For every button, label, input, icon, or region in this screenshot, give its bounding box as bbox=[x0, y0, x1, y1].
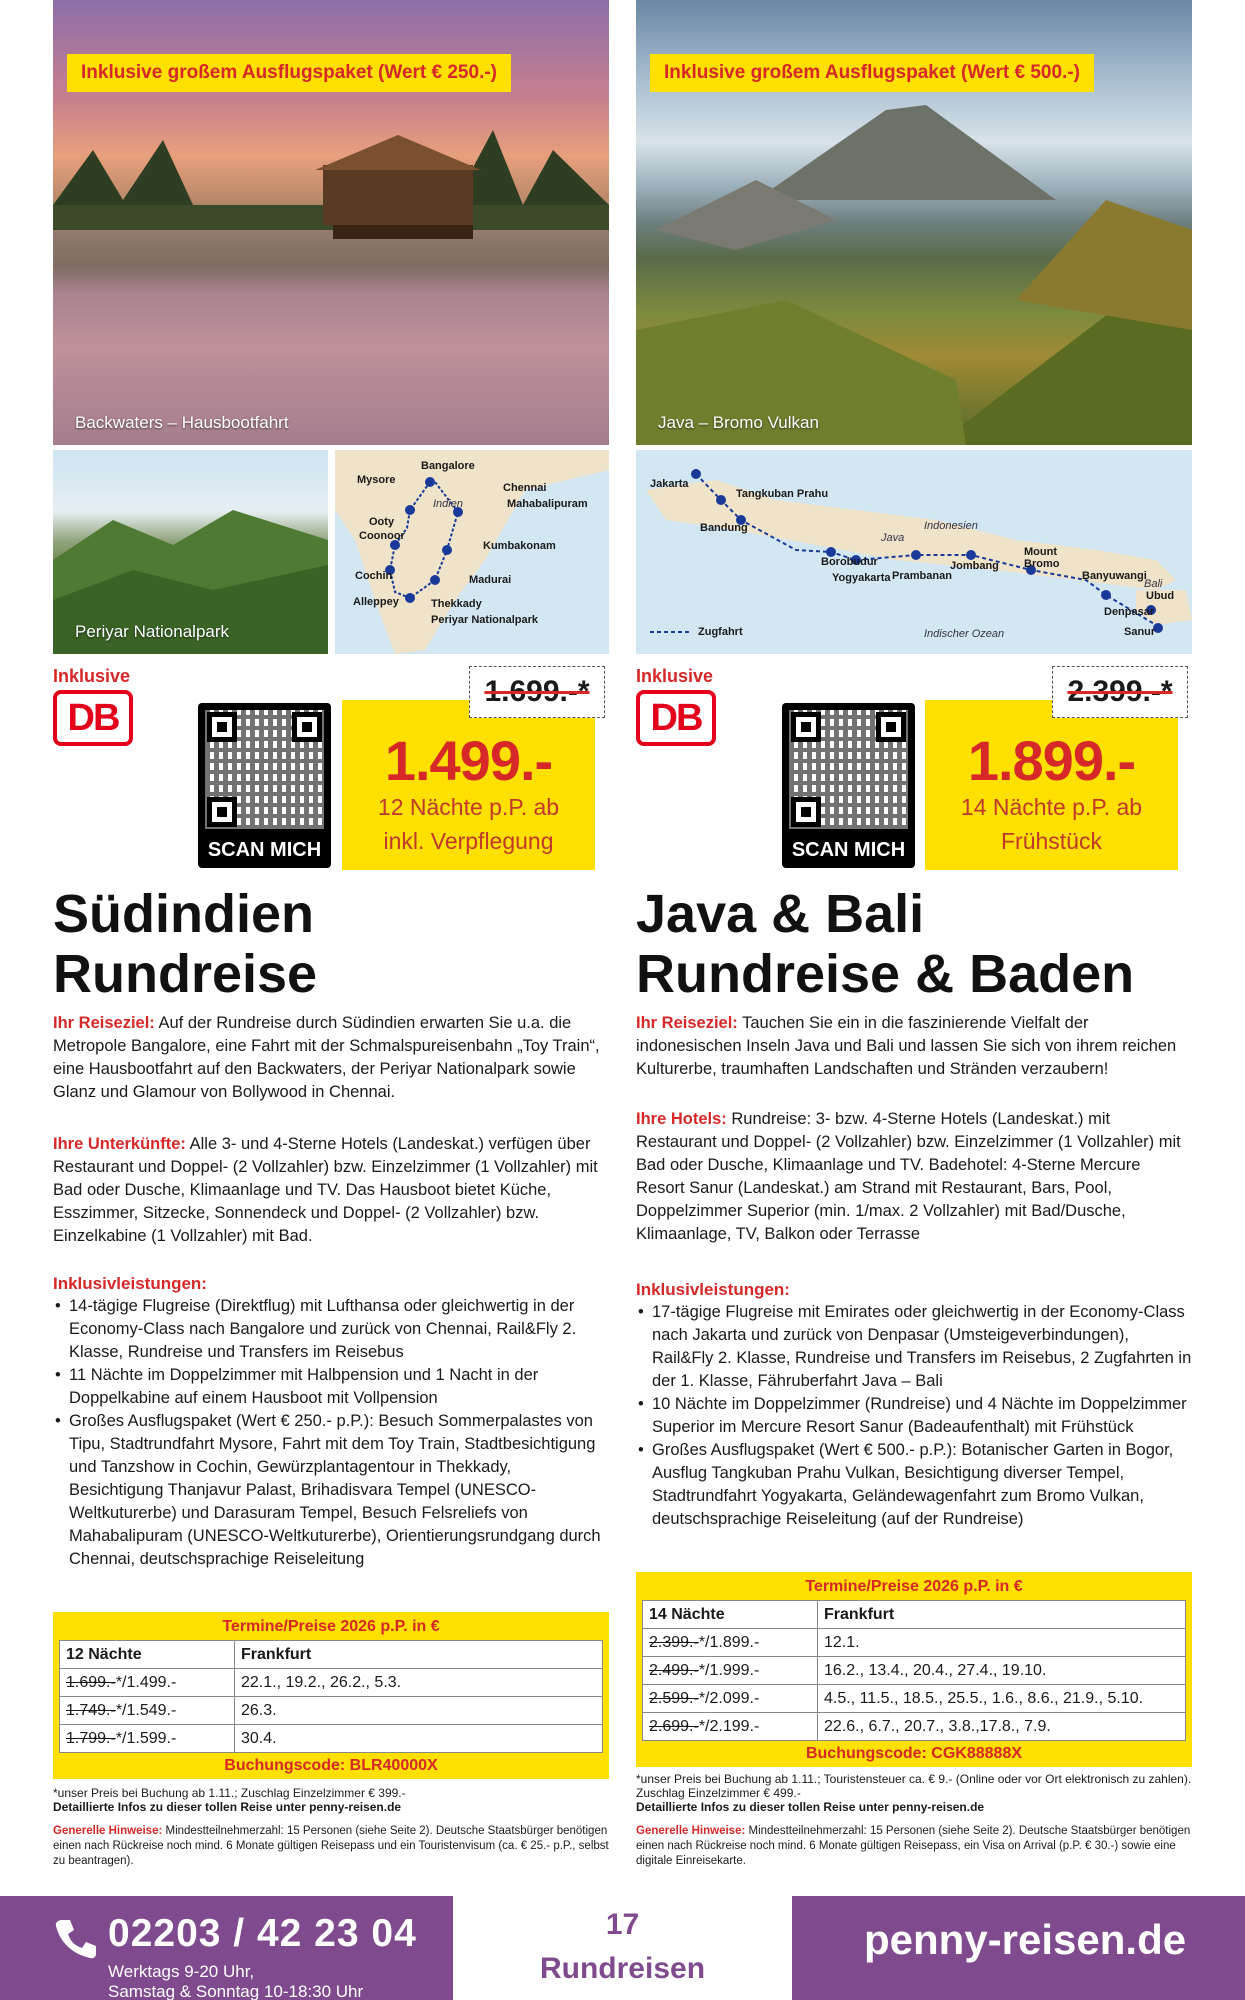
map-place: Mount Bromo bbox=[1024, 546, 1060, 570]
booking-code: Buchungscode: BLR40000X bbox=[224, 1757, 438, 1774]
map-place: Periyar Nationalpark bbox=[431, 614, 538, 626]
price-box bbox=[925, 700, 1178, 870]
old-price: 1.699.-* bbox=[469, 666, 605, 718]
inclusions-heading: Inklusivleistungen: bbox=[53, 1274, 207, 1293]
photo-caption: Java – Bromo Vulkan bbox=[658, 413, 819, 432]
map-place: Java bbox=[881, 532, 905, 544]
price-board: Frühstück bbox=[1001, 828, 1102, 854]
table-row: 1.749.-*/1.549.- 26.3. bbox=[60, 1697, 603, 1725]
map-ocean: Indischer Ozean bbox=[924, 628, 1005, 640]
qr-code[interactable] bbox=[198, 703, 331, 868]
section-name: Rundreisen bbox=[539, 1952, 706, 1985]
phone-number[interactable]: 02203 / 42 23 04 bbox=[108, 1912, 417, 1955]
map-place: Thekkady bbox=[431, 598, 482, 610]
route-map-java-bali bbox=[636, 450, 1192, 654]
offer-title: Südindien Rundreise bbox=[53, 884, 318, 1004]
photo-caption: Periyar Nationalpark bbox=[75, 622, 230, 641]
map-place: Madurai bbox=[469, 574, 512, 586]
list-item: • 11 Nächte im Doppelzimmer mit Halbpension und 1 Nacht in der Doppelkabine auf einem Hausboot mit Vollpension bbox=[53, 1364, 609, 1410]
map-place: Bandung bbox=[700, 522, 748, 534]
excursion-badge: Inklusive großem Ausflugspaket (Wert € 500.-) bbox=[650, 54, 1094, 92]
dates-table: Termine/Preise 2026 p.P. in € 14 Nächte Frankfurt 2.399.-*/1.899.- 12.1. 2.499.-*/1.999.- 16.2., 13.4., 20.4., 27.4., 19.10. 2.599.-*/2.099.- 4.5., 11.5., 18.5., 25.5., 1.6., 8.6., 21.9., 5.10. 2.699.-*/2.199.- 22.6., 6.7., 20.7., 3.8.,17.8., 7.9. Buchungscode: CGK88888X bbox=[636, 1572, 1192, 1767]
price: 1.899.- bbox=[967, 729, 1136, 792]
qr-code[interactable] bbox=[782, 703, 915, 868]
hotels-paragraph: Ihre Hotels: Rundreise: 3- bzw. 4-Sterne Hotels (Landeskat.) mit Restaurant und Doppel- (2 Vollzahler) bzw. Einzelzimmer (1 Vollzahler) mit Bad oder Dusche, Klimaanlage und TV. Badehotel: 4-Sterne Mercure Resort Sanur (Landeskat.) am Strand mit Restaurant, Bars, Pool, Doppelzimmer Superior (min. 1/max. 2 Vollzahler) mit Bad/Dusche, Klimaanlage, TV, Balkon oder Terrasse bbox=[636, 1110, 1181, 1243]
map-place: Cochin bbox=[355, 570, 393, 582]
map-place: Tangkuban Prahu bbox=[736, 488, 829, 500]
map-place: Alleppey bbox=[353, 596, 399, 608]
table-title: Termine/Preise 2026 p.P. in € bbox=[805, 1578, 1023, 1595]
inklusive-label: Inklusive bbox=[636, 666, 714, 686]
general-hints: Generelle Hinweise: Mindestteilnehmerzahl: 15 Personen (siehe Seite 2). Deutsche Staatsbürger benötigen einen nach Rückreise noch mind. 6 Monate gültigen Reisepass, ein Visa on Arrival (p.P. € 30.-) sowie eine digitale Einreisekarte. bbox=[636, 1825, 1191, 1867]
table-row: 2.699.-*/2.199.- 22.6., 6.7., 20.7., 3.8.,17.8., 7.9. bbox=[643, 1713, 1186, 1741]
map-place: Bali bbox=[1144, 578, 1163, 590]
table-row: 1.699.-*/1.499.- 22.1., 19.2., 26.2., 5.3. bbox=[60, 1669, 603, 1697]
map-place: Ooty bbox=[369, 516, 395, 528]
list-item: • Großes Ausflugspaket (Wert € 500.- p.P.): Botanischer Garten in Bogor, Ausflug Tangkuban Prahu Vulkan, Besichtigung diverser Tempel, Stadtrundfahrt Yogyakarta, Geländewagenfahrt zum Bromo Vulkan, deutschsprachige Reiseleitung (auf der Rundreise) bbox=[636, 1439, 1192, 1531]
price-nights: 14 Nächte p.P. ab bbox=[960, 794, 1143, 820]
general-hints: Generelle Hinweise: Mindestteilnehmerzahl: 15 Personen (siehe Seite 2). Deutsche Staatsbürger benötigen einen nach Rückreise noch mind. 6 Monate gültigen Reisepass und ein Touristenvisum (ca. € 25.- p.P., selbst zu beantragen). bbox=[53, 1825, 609, 1867]
map-place: Prambanan bbox=[892, 570, 952, 582]
db-logo: DB bbox=[636, 690, 716, 746]
footer-phone-block bbox=[0, 1896, 453, 2000]
map-place: Mahabalipuram bbox=[507, 498, 588, 510]
page-info bbox=[453, 1896, 792, 1986]
reiseziel-paragraph: Ihr Reiseziel: Auf der Rundreise durch Südindien erwarten Sie u.a. die Metropole Bangalore, eine Fahrt mit der Schmalspureisenbahn „Toy Train“, eine Hausbootfahrt auf den Backwaters, der Periyar Nationalpark sowie Glanz und Glamour von Bollywood in Chennai. bbox=[53, 1014, 600, 1101]
hero-photo-bromo bbox=[636, 0, 1192, 445]
qr-label: SCAN MICH bbox=[207, 839, 322, 861]
map-place: Yogyakarta bbox=[832, 572, 891, 584]
map-place: Sanur bbox=[1124, 626, 1156, 638]
map-legend: Zugfahrt bbox=[698, 626, 743, 638]
list-item: • 14-tägige Flugreise (Direktflug) mit Lufthansa oder gleichwertig in der Economy-Class nach Bangalore und zurück von Chennai, Rail&Fly 2. Klasse, Rundreise und Transfers im Reisebus bbox=[53, 1295, 609, 1364]
map-place: Mysore bbox=[357, 474, 396, 486]
reiseziel-paragraph: Ihr Reiseziel: Tauchen Sie ein in die faszinierende Vielfalt der indonesischen Inseln Java und Bali und lassen Sie sich von ihrem reichen Kulturerbe, traumhaften Landschaften und Stränden verzaubern! bbox=[636, 1014, 1177, 1078]
price-board: inkl. Verpflegung bbox=[383, 828, 554, 854]
db-logo: DB bbox=[53, 690, 133, 746]
excursion-badge: Inklusive großem Ausflugspaket (Wert € 250.-) bbox=[67, 54, 511, 92]
map-place: Bangalore bbox=[421, 460, 475, 472]
list-item: • Großes Ausflugspaket (Wert € 250.- p.P.): Besuch Sommerpalastes von Tipu, Stadtrundfahrt Mysore, Fahrt mit dem Toy Train, Stadtbesichtigung und Tanzshow in Cochin, Gewürzplantagentour in Thekkady, Besichtigung Thanjavur Palast, Brihadisvara Tempel (UNESCO-Weltkuturerbe) und Darasuram Tempel, Besuch Felsreliefs von Mahabalipuram (UNESCO-Weltkuturerbe), Orientierungsrundgang durch Chennai, deutschsprachige Reiseleitung bbox=[53, 1410, 609, 1571]
map-place: Indonesien bbox=[924, 520, 978, 532]
map-place: Denpasar bbox=[1104, 606, 1155, 618]
map-place: Banyuwangi bbox=[1082, 570, 1147, 582]
unterkunft-paragraph: Ihre Unterkünfte: Alle 3- und 4-Sterne Hotels (Landeskat.) verfügen über Restaurant und Doppel- (2 Vollzahler) bzw. Einzelzimmer (1 Vollzahler) mit Bad oder Dusche, Klimaanlage und TV. Das Hausboot bietet Küche, Esszimmer, Sitzecke, Sonnendeck und Doppel- (2 Vollzahler) bzw. Einzelkabine (1 Vollzahler) mit Bad. bbox=[53, 1135, 598, 1245]
website-link[interactable]: penny-reisen.de bbox=[864, 1916, 1187, 1963]
price-nights: 12 Nächte p.P. ab bbox=[377, 794, 560, 820]
page-number: 17 bbox=[605, 1908, 640, 1941]
map-place: Jakarta bbox=[650, 478, 689, 490]
footnote: *unser Preis bei Buchung ab 1.11.; Touristensteuer ca. € 9.- (Online oder vor Ort elektronisch zu zahlen). Zuschlag Einzelzimmer € 499.- Detaillierte Infos zu dieser tollen Reise unter penny-reisen.de bbox=[636, 1772, 1192, 1814]
old-price: 2.399.-* bbox=[1052, 666, 1188, 718]
list-item: • 10 Nächte im Doppelzimmer (Rundreise) und 4 Nächte im Doppelzimmer Superior im Mercure Resort Sanur (Badeaufenthalt) mit Frühstück bbox=[636, 1393, 1192, 1439]
dates-table: Termine/Preise 2026 p.P. in € 12 Nächte Frankfurt 1.699.-*/1.499.- 22.1., 19.2., 26.2., 5.3. 1.749.-*/1.549.- 26.3. 1.799.-*/1.599.- 30.4. Buchungscode: BLR40000X bbox=[53, 1612, 609, 1779]
inklusive-label: Inklusive bbox=[53, 666, 131, 686]
inclusions bbox=[636, 1278, 1192, 1531]
footer-url-block bbox=[792, 1896, 1245, 2000]
table-row: 2.499.-*/1.999.- 16.2., 13.4., 20.4., 27.4., 19.10. bbox=[643, 1657, 1186, 1685]
map-place: Jombang bbox=[950, 560, 999, 572]
price: 1.499.- bbox=[384, 729, 553, 792]
route-map-india bbox=[335, 450, 609, 654]
inclusions bbox=[53, 1272, 609, 1571]
list-item: • 17-tägige Flugreise mit Emirates oder gleichwertig in der Economy-Class nach Jakarta und zurück von Denpasar (Umsteigeverbindungen), Rail&Fly 2. Klasse, Rundreise und Transfers im Reisebus, 2 Zugfahrten in der 1. Klasse, Fähruberfahrt Java – Bali bbox=[636, 1301, 1192, 1393]
map-place: Kumbakonam bbox=[483, 540, 556, 552]
phone-icon bbox=[52, 1914, 100, 1962]
table-row: 2.399.-*/1.899.- 12.1. bbox=[643, 1629, 1186, 1657]
table-title: Termine/Preise 2026 p.P. in € bbox=[222, 1618, 440, 1635]
map-place: Coonoor bbox=[359, 530, 405, 542]
offer-title: Java & Bali Rundreise & Baden bbox=[636, 884, 1135, 1004]
map-country: Indien bbox=[433, 498, 463, 510]
inclusions-heading: Inklusivleistungen: bbox=[636, 1280, 790, 1299]
table-row: 2.599.-*/2.099.- 4.5., 11.5., 18.5., 25.5., 1.6., 8.6., 21.9., 5.10. bbox=[643, 1685, 1186, 1713]
qr-label: SCAN MICH bbox=[791, 839, 906, 861]
hero-photo-backwaters bbox=[53, 0, 609, 445]
booking-code: Buchungscode: CGK88888X bbox=[805, 1745, 1023, 1762]
map-place: Ubud bbox=[1146, 590, 1175, 602]
photo-caption: Backwaters – Hausbootfahrt bbox=[75, 413, 289, 432]
photo-periyar bbox=[53, 450, 328, 654]
table-row: 1.799.-*/1.599.- 30.4. bbox=[60, 1725, 603, 1753]
opening-hours: Werktags 9-20 Uhr, Samstag & Sonntag 10-18:30 Uhr bbox=[108, 1962, 364, 2000]
price-box bbox=[342, 700, 595, 870]
map-place: Chennai bbox=[503, 482, 547, 494]
footnote: *unser Preis bei Buchung ab 1.11.; Zuschlag Einzelzimmer € 399.- Detaillierte Infos zu dieser tollen Reise unter penny-reisen.de bbox=[53, 1786, 406, 1814]
map-place: Borobudur bbox=[821, 556, 878, 568]
